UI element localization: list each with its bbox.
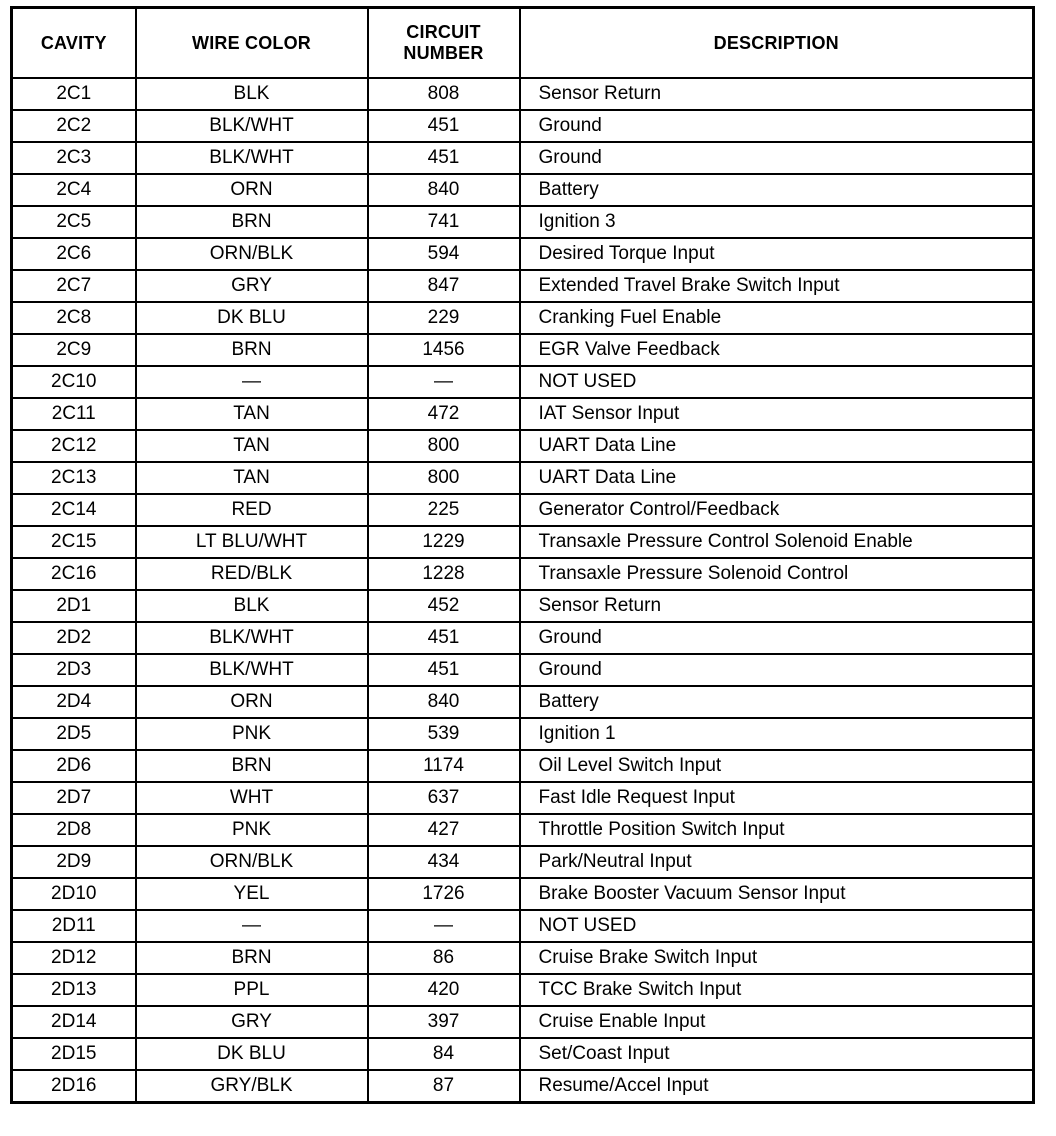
wire-color-cell: BRN	[136, 334, 368, 366]
description-cell: NOT USED	[520, 910, 1034, 942]
circuit-number-cell: 472	[368, 398, 520, 430]
table-row	[12, 1070, 1034, 1103]
cavity-cell: 2D6	[12, 750, 136, 782]
header-circuit-number	[368, 8, 520, 79]
table-row	[12, 910, 1034, 942]
wire-color-cell: BLK/WHT	[136, 654, 368, 686]
description-cell: UART Data Line	[520, 430, 1034, 462]
description-cell: Generator Control/Feedback	[520, 494, 1034, 526]
table-row	[12, 174, 1034, 206]
circuit-number-cell: 451	[368, 622, 520, 654]
cavity-cell: 2C16	[12, 558, 136, 590]
table-row	[12, 238, 1034, 270]
description-cell: Ignition 1	[520, 718, 1034, 750]
wire-color-cell: BLK/WHT	[136, 622, 368, 654]
cavity-cell: 2C9	[12, 334, 136, 366]
table-row	[12, 622, 1034, 654]
wire-color-cell: DK BLU	[136, 302, 368, 334]
circuit-number-cell: 229	[368, 302, 520, 334]
cavity-cell: 2D10	[12, 878, 136, 910]
description-cell: Transaxle Pressure Control Solenoid Enable	[520, 526, 1034, 558]
wire-color-cell: ORN	[136, 686, 368, 718]
cavity-cell: 2D13	[12, 974, 136, 1006]
description-cell: UART Data Line	[520, 462, 1034, 494]
description-cell: Ground	[520, 142, 1034, 174]
circuit-number-cell: 840	[368, 686, 520, 718]
table-row	[12, 1038, 1034, 1070]
description-cell: Fast Idle Request Input	[520, 782, 1034, 814]
wire-color-cell: PNK	[136, 718, 368, 750]
description-cell: Battery	[520, 686, 1034, 718]
cavity-cell: 2D2	[12, 622, 136, 654]
table-row	[12, 590, 1034, 622]
description-cell: Cranking Fuel Enable	[520, 302, 1034, 334]
table-row	[12, 846, 1034, 878]
wire-color-cell: TAN	[136, 462, 368, 494]
table-row	[12, 814, 1034, 846]
table-row	[12, 270, 1034, 302]
table-row	[12, 302, 1034, 334]
description-cell: Desired Torque Input	[520, 238, 1034, 270]
wire-color-cell: GRY	[136, 1006, 368, 1038]
cavity-cell: 2C5	[12, 206, 136, 238]
description-cell: Resume/Accel Input	[520, 1070, 1034, 1103]
header-cavity: CAVITY	[12, 8, 136, 79]
table-row	[12, 686, 1034, 718]
table-row	[12, 334, 1034, 366]
cavity-cell: 2D12	[12, 942, 136, 974]
wire-color-cell: RED	[136, 494, 368, 526]
table-row	[12, 526, 1034, 558]
circuit-number-cell: 427	[368, 814, 520, 846]
circuit-number-cell: 84	[368, 1038, 520, 1070]
cavity-cell: 2C13	[12, 462, 136, 494]
circuit-number-cell: 87	[368, 1070, 520, 1103]
cavity-cell: 2D4	[12, 686, 136, 718]
wire-color-cell: ORN	[136, 174, 368, 206]
cavity-cell: 2C10	[12, 366, 136, 398]
cavity-cell: 2C1	[12, 78, 136, 110]
wire-color-cell: ORN/BLK	[136, 846, 368, 878]
table-row	[12, 942, 1034, 974]
wire-color-cell: —	[136, 910, 368, 942]
description-cell: Sensor Return	[520, 590, 1034, 622]
wire-color-cell: BLK	[136, 590, 368, 622]
circuit-number-cell: 420	[368, 974, 520, 1006]
wire-color-cell: BLK	[136, 78, 368, 110]
cavity-cell: 2D8	[12, 814, 136, 846]
circuit-number-cell: 451	[368, 110, 520, 142]
circuit-number-cell: 847	[368, 270, 520, 302]
circuit-number-cell: 1229	[368, 526, 520, 558]
description-cell: Brake Booster Vacuum Sensor Input	[520, 878, 1034, 910]
wire-color-cell: BLK/WHT	[136, 142, 368, 174]
circuit-number-cell: 741	[368, 206, 520, 238]
circuit-number-cell: 1174	[368, 750, 520, 782]
table-body	[12, 78, 1034, 1103]
table-row	[12, 718, 1034, 750]
circuit-number-cell: 397	[368, 1006, 520, 1038]
description-cell: NOT USED	[520, 366, 1034, 398]
table-row	[12, 494, 1034, 526]
wire-color-cell: —	[136, 366, 368, 398]
table-row	[12, 782, 1034, 814]
wire-color-cell: TAN	[136, 430, 368, 462]
cavity-cell: 2C7	[12, 270, 136, 302]
description-cell: Transaxle Pressure Solenoid Control	[520, 558, 1034, 590]
header-circuit-line1: CIRCUIT	[406, 22, 481, 42]
description-cell: IAT Sensor Input	[520, 398, 1034, 430]
circuit-number-cell: —	[368, 910, 520, 942]
circuit-number-cell: 225	[368, 494, 520, 526]
circuit-number-cell: 451	[368, 142, 520, 174]
circuit-number-cell: 800	[368, 430, 520, 462]
cavity-cell: 2D15	[12, 1038, 136, 1070]
wire-color-cell: DK BLU	[136, 1038, 368, 1070]
wire-color-cell: GRY/BLK	[136, 1070, 368, 1103]
description-cell: Cruise Enable Input	[520, 1006, 1034, 1038]
circuit-number-cell: 539	[368, 718, 520, 750]
header-description: DESCRIPTION	[520, 8, 1034, 79]
table-row	[12, 750, 1034, 782]
header-wire-color: WIRE COLOR	[136, 8, 368, 79]
description-cell: Ground	[520, 110, 1034, 142]
circuit-number-cell: 808	[368, 78, 520, 110]
wire-color-cell: BRN	[136, 750, 368, 782]
table-row	[12, 78, 1034, 110]
wire-color-cell: BLK/WHT	[136, 110, 368, 142]
wire-color-cell: TAN	[136, 398, 368, 430]
table-row	[12, 430, 1034, 462]
circuit-number-cell: —	[368, 366, 520, 398]
circuit-number-cell: 434	[368, 846, 520, 878]
header-circuit-line2: NUMBER	[403, 43, 484, 63]
cavity-cell: 2C4	[12, 174, 136, 206]
wire-color-cell: ORN/BLK	[136, 238, 368, 270]
table-row	[12, 142, 1034, 174]
description-cell: Set/Coast Input	[520, 1038, 1034, 1070]
table-row	[12, 110, 1034, 142]
circuit-number-cell: 1228	[368, 558, 520, 590]
circuit-number-cell: 840	[368, 174, 520, 206]
cavity-cell: 2C2	[12, 110, 136, 142]
cavity-cell: 2D1	[12, 590, 136, 622]
wire-color-cell: LT BLU/WHT	[136, 526, 368, 558]
table-header	[12, 8, 1034, 79]
wire-color-cell: PPL	[136, 974, 368, 1006]
cavity-cell: 2D5	[12, 718, 136, 750]
table-row	[12, 558, 1034, 590]
circuit-number-cell: 452	[368, 590, 520, 622]
table-row	[12, 878, 1034, 910]
circuit-number-cell: 1456	[368, 334, 520, 366]
table-row	[12, 1006, 1034, 1038]
circuit-number-cell: 800	[368, 462, 520, 494]
table-row	[12, 206, 1034, 238]
description-cell: Ground	[520, 654, 1034, 686]
description-cell: Ground	[520, 622, 1034, 654]
table-row	[12, 462, 1034, 494]
wire-color-cell: YEL	[136, 878, 368, 910]
description-cell: Park/Neutral Input	[520, 846, 1034, 878]
description-cell: Ignition 3	[520, 206, 1034, 238]
cavity-cell: 2C11	[12, 398, 136, 430]
description-cell: Throttle Position Switch Input	[520, 814, 1034, 846]
table-row	[12, 974, 1034, 1006]
description-cell: TCC Brake Switch Input	[520, 974, 1034, 1006]
circuit-number-cell: 451	[368, 654, 520, 686]
cavity-cell: 2C3	[12, 142, 136, 174]
wire-color-cell: GRY	[136, 270, 368, 302]
description-cell: Oil Level Switch Input	[520, 750, 1034, 782]
cavity-cell: 2D3	[12, 654, 136, 686]
table-row	[12, 654, 1034, 686]
wire-color-cell: PNK	[136, 814, 368, 846]
cavity-cell: 2C8	[12, 302, 136, 334]
table-row	[12, 398, 1034, 430]
description-cell: EGR Valve Feedback	[520, 334, 1034, 366]
table-row	[12, 366, 1034, 398]
wire-color-cell: BRN	[136, 206, 368, 238]
cavity-cell: 2D16	[12, 1070, 136, 1103]
description-cell: Sensor Return	[520, 78, 1034, 110]
cavity-cell: 2D7	[12, 782, 136, 814]
circuit-number-cell: 1726	[368, 878, 520, 910]
description-cell: Cruise Brake Switch Input	[520, 942, 1034, 974]
cavity-cell: 2D9	[12, 846, 136, 878]
cavity-cell: 2D14	[12, 1006, 136, 1038]
cavity-cell: 2D11	[12, 910, 136, 942]
wire-color-cell: BRN	[136, 942, 368, 974]
connector-pinout-table	[10, 6, 1035, 1104]
description-cell: Battery	[520, 174, 1034, 206]
wire-color-cell: WHT	[136, 782, 368, 814]
description-cell: Extended Travel Brake Switch Input	[520, 270, 1034, 302]
circuit-number-cell: 637	[368, 782, 520, 814]
header-row	[12, 8, 1034, 79]
circuit-number-cell: 86	[368, 942, 520, 974]
cavity-cell: 2C6	[12, 238, 136, 270]
circuit-number-cell: 594	[368, 238, 520, 270]
cavity-cell: 2C14	[12, 494, 136, 526]
cavity-cell: 2C15	[12, 526, 136, 558]
cavity-cell: 2C12	[12, 430, 136, 462]
wire-color-cell: RED/BLK	[136, 558, 368, 590]
